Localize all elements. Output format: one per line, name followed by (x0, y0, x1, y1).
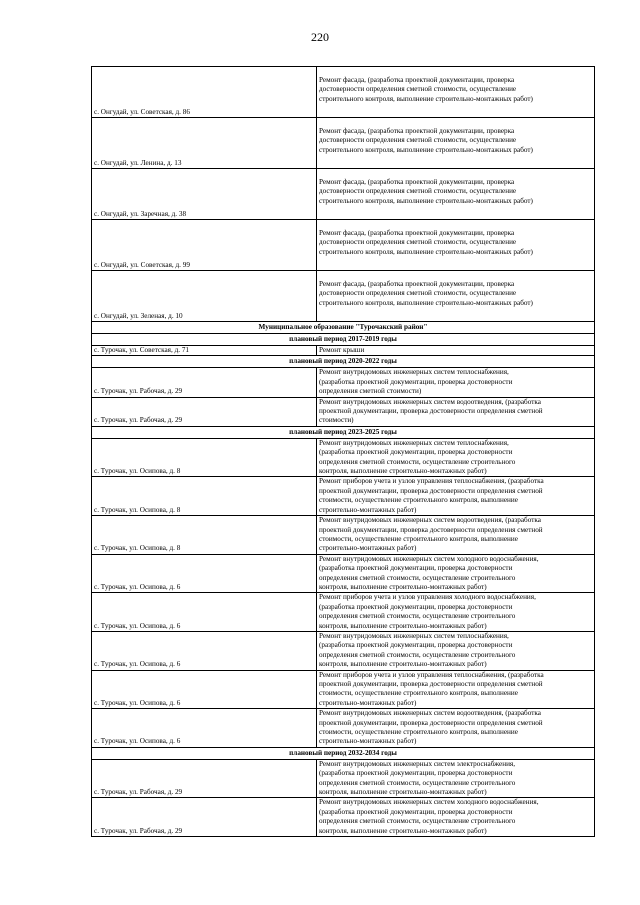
work-line: проектной документации, проверка достоверности определения сметной (319, 680, 543, 688)
work-line: Ремонт внутридомовых инженерных систем теплоснабжения, (319, 438, 509, 447)
work-line: достоверности определения сметной стоимости, осуществление (319, 238, 517, 247)
work-line: строительного контроля, выполнение строительно-монтажных работ) (319, 145, 533, 154)
work-line: строительного контроля, выполнение строительно-монтажных работ) (319, 196, 533, 205)
work-line: (разработка проектной документации, проверка достоверности (319, 564, 513, 573)
work-description-cell (317, 477, 595, 516)
table-row (92, 709, 595, 748)
table-body (92, 67, 595, 837)
work-line: Ремонт крыши (319, 346, 365, 354)
work-line: Ремонт внутридомовых инженерных систем холодного водоснабжения, (319, 798, 539, 807)
table-row (92, 368, 595, 397)
work-line: Ремонт фасада, (разработка проектной документации, проверка (319, 76, 515, 84)
work-line: строительно-монтажных работ) (319, 505, 417, 514)
table-row (92, 67, 595, 118)
section-header-row (92, 356, 595, 368)
work-description-cell (317, 516, 595, 555)
table-row (92, 631, 595, 670)
work-description-cell (317, 397, 595, 426)
section-header: плановый период 2023-2025 годы (92, 426, 595, 438)
table-row (92, 798, 595, 837)
work-line: Ремонт фасада, (разработка проектной документации, проверка (319, 280, 515, 288)
work-description-cell (317, 798, 595, 837)
work-line: (разработка проектной документации, проверка достоверности (319, 641, 513, 650)
work-line: проектной документации, проверка достоверности определения сметной (319, 718, 543, 727)
work-line: строительного контроля, выполнение строительно-монтажных работ) (319, 94, 533, 103)
work-line: определения сметной стоимости) (319, 387, 422, 396)
table-row (92, 759, 595, 798)
address-cell: с. Турочак, ул. Осипова, д. 6 (92, 709, 317, 748)
work-description-cell (317, 118, 595, 169)
work-line: (разработка проектной документации, проверка достоверности (319, 769, 513, 778)
address-cell: с. Онгудай, ул. Заречная, д. 38 (92, 169, 317, 220)
table-row (92, 169, 595, 220)
work-line: строительно-монтажных работ) (319, 737, 417, 746)
address-cell: с. Турочак, ул. Рабочая, д. 29 (92, 759, 317, 798)
work-line: определения сметной стоимости, осуществление строительного (319, 573, 516, 582)
table-row (92, 118, 595, 169)
table-row (92, 346, 595, 356)
table-row (92, 477, 595, 516)
work-line: контроля, выполнение строительно-монтажных работ) (319, 788, 487, 797)
work-line: стоимости, осуществление строительного контроля, выполнение (319, 689, 518, 698)
address-cell: с. Онгудай, ул. Советская, д. 86 (92, 67, 317, 118)
address-cell: с. Турочак, ул. Рабочая, д. 29 (92, 368, 317, 397)
work-description-cell (317, 631, 595, 670)
work-line: стоимости, осуществление строительного контроля, выполнение (319, 496, 518, 505)
address-cell: с. Турочак, ул. Осипова, д. 8 (92, 516, 317, 555)
work-description-cell (317, 438, 595, 477)
work-line: достоверности определения сметной стоимости, осуществление (319, 289, 517, 298)
work-line: определения сметной стоимости, осуществление строительного (319, 650, 516, 659)
work-line: контроля, выполнение строительно-монтажных работ) (319, 582, 487, 591)
work-line: проектной документации, проверка достоверности определения сметной (319, 407, 543, 416)
work-description-cell (317, 593, 595, 632)
work-line: достоверности определения сметной стоимости, осуществление (319, 136, 517, 145)
table-row (92, 593, 595, 632)
work-line: проектной документации, проверка достоверности определения сметной (319, 486, 543, 495)
repair-schedule-table (91, 66, 595, 837)
address-cell: с. Турочак, ул. Осипова, д. 8 (92, 477, 317, 516)
address-cell: с. Онгудай, ул. Ленина, д. 13 (92, 118, 317, 169)
work-line: определения сметной стоимости, осуществление строительного (319, 817, 516, 826)
section-header: плановый период 2032-2034 годы (92, 747, 595, 759)
address-cell: с. Турочак, ул. Осипова, д. 8 (92, 438, 317, 477)
work-description-cell (317, 169, 595, 220)
work-line: Ремонт внутридомовых инженерных систем электроснабжения, (319, 759, 516, 768)
work-line: Ремонт внутридомовых инженерных систем теплоснабжения, (319, 631, 509, 640)
table-row (92, 271, 595, 322)
work-line: (разработка проектной документации, проверка достоверности (319, 448, 513, 457)
work-line: определения сметной стоимости, осуществление строительного (319, 778, 516, 787)
work-line: строительного контроля, выполнение строительно-монтажных работ) (319, 298, 533, 307)
work-line: Ремонт приборов учета и узлов управления теплоснабжения, (разработка (319, 670, 544, 679)
section-header-row (92, 322, 595, 334)
work-description-cell (317, 368, 595, 397)
section-header-row (92, 426, 595, 438)
work-line: контроля, выполнение строительно-монтажных работ) (319, 467, 487, 476)
work-line: стоимости, осуществление строительного контроля, выполнение (319, 534, 518, 543)
work-line: Ремонт внутридомовых инженерных систем водоотведения, (разработка (319, 397, 541, 406)
work-description-cell (317, 67, 595, 118)
address-cell: с. Турочак, ул. Осипова, д. 6 (92, 554, 317, 593)
work-line: Ремонт фасада, (разработка проектной документации, проверка (319, 178, 515, 186)
address-cell: с. Онгудай, ул. Зеленая, д. 10 (92, 271, 317, 322)
work-line: Ремонт фасада, (разработка проектной документации, проверка (319, 127, 515, 135)
section-header: плановый период 2017-2019 годы (92, 334, 595, 346)
section-header: Муниципальное образование "Турочакский район" (92, 322, 595, 334)
table-row (92, 670, 595, 709)
work-line: проектной документации, проверка достоверности определения сметной (319, 525, 543, 534)
address-cell: с. Турочак, ул. Советская, д. 71 (92, 346, 317, 356)
table-row (92, 438, 595, 477)
work-line: Ремонт внутридомовых инженерных систем холодного водоснабжения, (319, 554, 539, 563)
work-line: строительного контроля, выполнение строительно-монтажных работ) (319, 247, 533, 256)
address-cell: с. Турочак, ул. Рабочая, д. 29 (92, 397, 317, 426)
table-row (92, 220, 595, 271)
address-cell: с. Турочак, ул. Осипова, д. 6 (92, 593, 317, 632)
work-description-cell (317, 670, 595, 709)
work-line: Ремонт фасада, (разработка проектной документации, проверка (319, 229, 515, 237)
work-line: Ремонт приборов учета и узлов управления теплоснабжения, (разработка (319, 477, 544, 486)
work-description-cell (317, 759, 595, 798)
table-row (92, 397, 595, 426)
work-line: Ремонт внутридомовых инженерных систем теплоснабжения, (319, 368, 509, 377)
work-description-cell (317, 271, 595, 322)
address-cell: с. Турочак, ул. Осипова, д. 6 (92, 631, 317, 670)
work-line: Ремонт приборов учета и узлов управления холодного водоснабжения, (319, 593, 536, 602)
work-line: контроля, выполнение строительно-монтажных работ) (319, 621, 487, 630)
work-line: строительно-монтажных работ) (319, 698, 417, 707)
work-description-cell (317, 346, 595, 356)
work-line: стоимости) (319, 416, 354, 425)
work-line: (разработка проектной документации, проверка достоверности (319, 602, 513, 611)
work-line: строительно-монтажных работ) (319, 544, 417, 553)
table-row (92, 516, 595, 555)
work-line: Ремонт внутридомовых инженерных систем водоотведения, (разработка (319, 709, 541, 718)
table-row (92, 554, 595, 593)
work-line: достоверности определения сметной стоимости, осуществление (319, 187, 517, 196)
section-header-row (92, 334, 595, 346)
work-line: контроля, выполнение строительно-монтажных работ) (319, 826, 487, 835)
address-cell: с. Онгудай, ул. Советская, д. 99 (92, 220, 317, 271)
work-line: определения сметной стоимости, осуществление строительного (319, 612, 516, 621)
work-line: контроля, выполнение строительно-монтажных работ) (319, 660, 487, 669)
work-line: (разработка проектной документации, проверка достоверности (319, 377, 513, 386)
work-line: стоимости, осуществление строительного контроля, выполнение (319, 728, 518, 737)
work-line: достоверности определения сметной стоимости, осуществление (319, 85, 517, 94)
section-header: плановый период 2020-2022 годы (92, 356, 595, 368)
section-header-row (92, 747, 595, 759)
address-cell: с. Турочак, ул. Осипова, д. 6 (92, 670, 317, 709)
work-line: определения сметной стоимости, осуществление строительного (319, 457, 516, 466)
work-description-cell (317, 554, 595, 593)
address-cell: с. Турочак, ул. Рабочая, д. 29 (92, 798, 317, 837)
work-description-cell (317, 220, 595, 271)
page-number: 220 (311, 30, 329, 44)
work-description-cell (317, 709, 595, 748)
work-line: (разработка проектной документации, проверка достоверности (319, 807, 513, 816)
work-line: Ремонт внутридомовых инженерных систем водоотведения, (разработка (319, 516, 541, 525)
